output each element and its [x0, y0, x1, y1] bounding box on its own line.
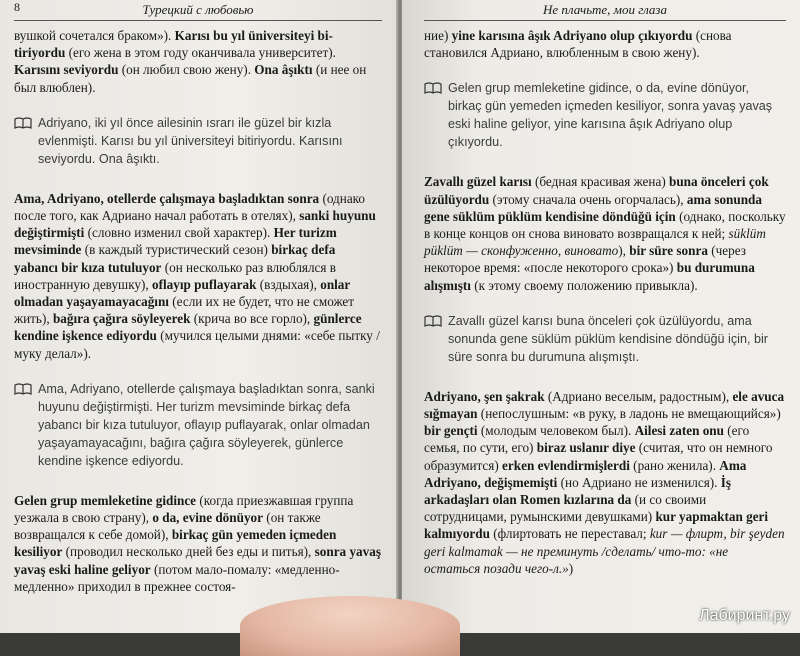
right-page [402, 0, 800, 633]
turkish-phrase: oflayıp puflayarak [152, 276, 257, 292]
gloss: (потом мало-помалу: «медленно-медленно» приходил в прежнее состоя- [14, 561, 340, 594]
gloss: (в каждый туристический сезон) [81, 242, 272, 258]
running-head-left [14, 0, 382, 21]
gloss: (словно изменил свой характер). [84, 225, 274, 241]
turkish-phrase: bir gençti [424, 423, 478, 439]
gloss: (крича во все горло), [190, 311, 314, 327]
gloss: (Адриано веселым, радостным), [544, 388, 733, 404]
turkish-phrase: Ona âşıktı [254, 62, 313, 78]
turkish-phrase: buna önceleri çok üzülüyordu [424, 174, 769, 207]
gloss: (через некоторое время: «после некоторого срока») [424, 243, 746, 276]
idiom-note: süklüm püklüm — сконфуженно, виновато [424, 226, 766, 259]
gloss: (проводил несколько дней без еды и питья), [62, 544, 315, 560]
chapter-title: Не плачьте, мои глаза [542, 2, 667, 17]
turkish-phrase: kur yapmaktan geri kalmıyordu [424, 509, 769, 542]
paragraph [424, 388, 786, 577]
open-book-icon [14, 117, 32, 129]
turkish-paragraph [14, 380, 382, 470]
turkish-phrase: Gelen grup memleketine gidince [14, 492, 197, 508]
open-book-icon [424, 315, 442, 327]
gloss: (флиртовать не переставал; [489, 526, 650, 542]
gloss: (и нее он был влюблен). [14, 62, 367, 95]
turkish-phrase: Zavallı güzel karısı [424, 174, 532, 190]
turkish-phrase: yine karısına âşık Adriyano olup çıkıyordu [451, 28, 693, 43]
gloss: (мучился целыми днями: «себе пытку / муку делал»). [14, 328, 380, 361]
turkish-paragraph [424, 312, 786, 366]
open-book-icon [424, 82, 442, 94]
gloss: (молодым человеком был). [477, 423, 635, 439]
turkish-phrase: biraz uslanır diye [536, 440, 636, 456]
turkish-phrase: Ailesi zaten onu [634, 423, 724, 439]
gloss: (его жена в этом году оканчивала университет). [65, 45, 336, 61]
gloss: (однако, поскольку в конце концов он снова виновато возвращался к ней; [424, 208, 786, 242]
turkish-phrase: erken evlendirmişlerdi [502, 457, 630, 473]
paragraph [424, 173, 786, 293]
gloss: (считая, что он немного образумится) [424, 440, 773, 473]
turkish-phrase: o da, evine dönüyor [152, 510, 263, 526]
turkish-phrase: İş arkadaşları olan Romen kızlarına da [424, 474, 732, 508]
turkish-text: Adriyano, iki yıl önce ailesinin ısrarı ile güzel bir kızla evlenmişti. Karısı bu yıl üniversiteyi bitiriyordu. Karısını seviyordu. Ona âşıktı. [38, 115, 343, 166]
paragraph [14, 190, 382, 362]
gloss: (рано женила). [629, 457, 720, 473]
turkish-phrase: günlerce kendine işkence ediyordu [14, 311, 362, 344]
paragraph [14, 492, 382, 595]
turkish-phrase: bir süre sonra [629, 243, 708, 259]
gloss: (этому сначала очень огорчалась), [489, 191, 687, 207]
book-title: Турецкий с любовью [142, 2, 254, 17]
turkish-phrase: bu durumuna alışmıştı [424, 260, 755, 293]
turkish-phrase: Ama Adriyano, değişmemişti [424, 457, 747, 490]
gloss: (когда приезжавшая группа уезжала в свою страну), [14, 492, 354, 526]
turkish-phrase: sonra yavaş yavaş eski haline geliyor [14, 544, 381, 577]
turkish-phrase: Ama, Adriyano, otellerde çalışmaya başladıktan sonra [14, 190, 320, 206]
turkish-phrase: ama sonunda gene süklüm püklüm kendisine döndüğü için [424, 191, 762, 224]
turkish-phrase: Adriyano, şen şakrak [424, 388, 545, 404]
turkish-phrase: sanki huyunu değiştirmişti [14, 208, 376, 241]
turkish-paragraph [424, 79, 786, 151]
open-book-icon [14, 383, 32, 395]
text-fragment: ние) [424, 28, 452, 43]
turkish-phrase: birkaç gün yemeden içmeden kesiliyor [14, 527, 337, 560]
turkish-phrase: Karısı bu yıl üniversiteyi bi-tiriyordu [14, 28, 333, 61]
gloss: (но Адриано не изменился). [557, 474, 721, 490]
paragraph [14, 27, 382, 96]
turkish-paragraph [14, 114, 382, 168]
page-number: 8 [14, 0, 20, 14]
gloss: (снова становился Адриано, влюбленным в свою жену). [424, 28, 732, 61]
gloss: (вздыхая), [256, 276, 321, 292]
turkish-phrase: Her turizm mevsiminde [14, 225, 337, 258]
turkish-phrase: Karısını seviyordu [14, 62, 119, 78]
gloss: (и со своими сотрудницами, румынскими девушками) [424, 492, 707, 525]
left-page [0, 0, 398, 633]
turkish-phrase: ele avuca sığmayan [424, 388, 785, 422]
gloss: (он любил свою жену). [118, 62, 255, 78]
paragraph [424, 27, 786, 61]
running-head-right [424, 0, 786, 21]
gloss: (к этому своему положению привыкла). [470, 277, 698, 293]
turkish-text: Zavallı güzel karısı buna önceleri çok üzülüyordu, ama sonunda gene süklüm püklüm kendisine döndüğü için, bir süre sonra bu durumuna alışmıştı. [448, 313, 768, 364]
turkish-text: Ama, Adriyano, otellerde çalışmaya başladıktan sonra, sanki huyunu değiştirmişti. Her turizm mevsiminde birkaç defa yabancı bir kıza tutuluyor, oflayıp puflayarak, onlar olmadan yaşayamayacağını, bağıra çağıra söyleyerek, günlerce kendine işkence ediyordu. [38, 381, 375, 468]
idiom-note: kur — флирт, bir şeyden geri kalmamak — не преминуть /сделать/ что-то: «не остаться позади чего-л.» [424, 526, 785, 576]
gloss: ) [568, 560, 574, 576]
gloss: ), [618, 243, 630, 259]
gloss: (непослушным: «в руку, в ладонь не вмещающийся») [477, 406, 781, 422]
gloss: (его семья, по сути, его) [424, 423, 750, 456]
gloss: (он также возвращался к себе домой), [14, 510, 321, 543]
gloss: (он несколько раз влюблялся в иностранную девушку), [14, 259, 337, 292]
turkish-phrase: bağıra çağıra söyleyerek [52, 311, 191, 327]
gloss: (бедная красивая жена) [531, 174, 670, 190]
text-fragment: вушкой сочетался браком»). [14, 28, 175, 43]
turkish-phrase: birkaç defa yabancı bir kıza tutuluyor [14, 242, 336, 275]
turkish-text: Gelen grup memleketine gidince, o da, evine dönüyor, birkaç gün yemeden içmeden kesiliyor, sonra yavaş yavaş eski haline geliyor, yine karısına âşık Adriyano olup çıkıyordu. [448, 81, 773, 150]
gloss: (если их не будет, что не сможет жить), [14, 294, 355, 327]
labirint-watermark: Лабиринт.ру [699, 607, 790, 624]
gloss: (однако после того, как Адриано начал работать в отелях), [14, 190, 366, 224]
thumb [240, 596, 460, 656]
turkish-phrase: onlar olmadan yaşayamayacağını [14, 276, 351, 310]
